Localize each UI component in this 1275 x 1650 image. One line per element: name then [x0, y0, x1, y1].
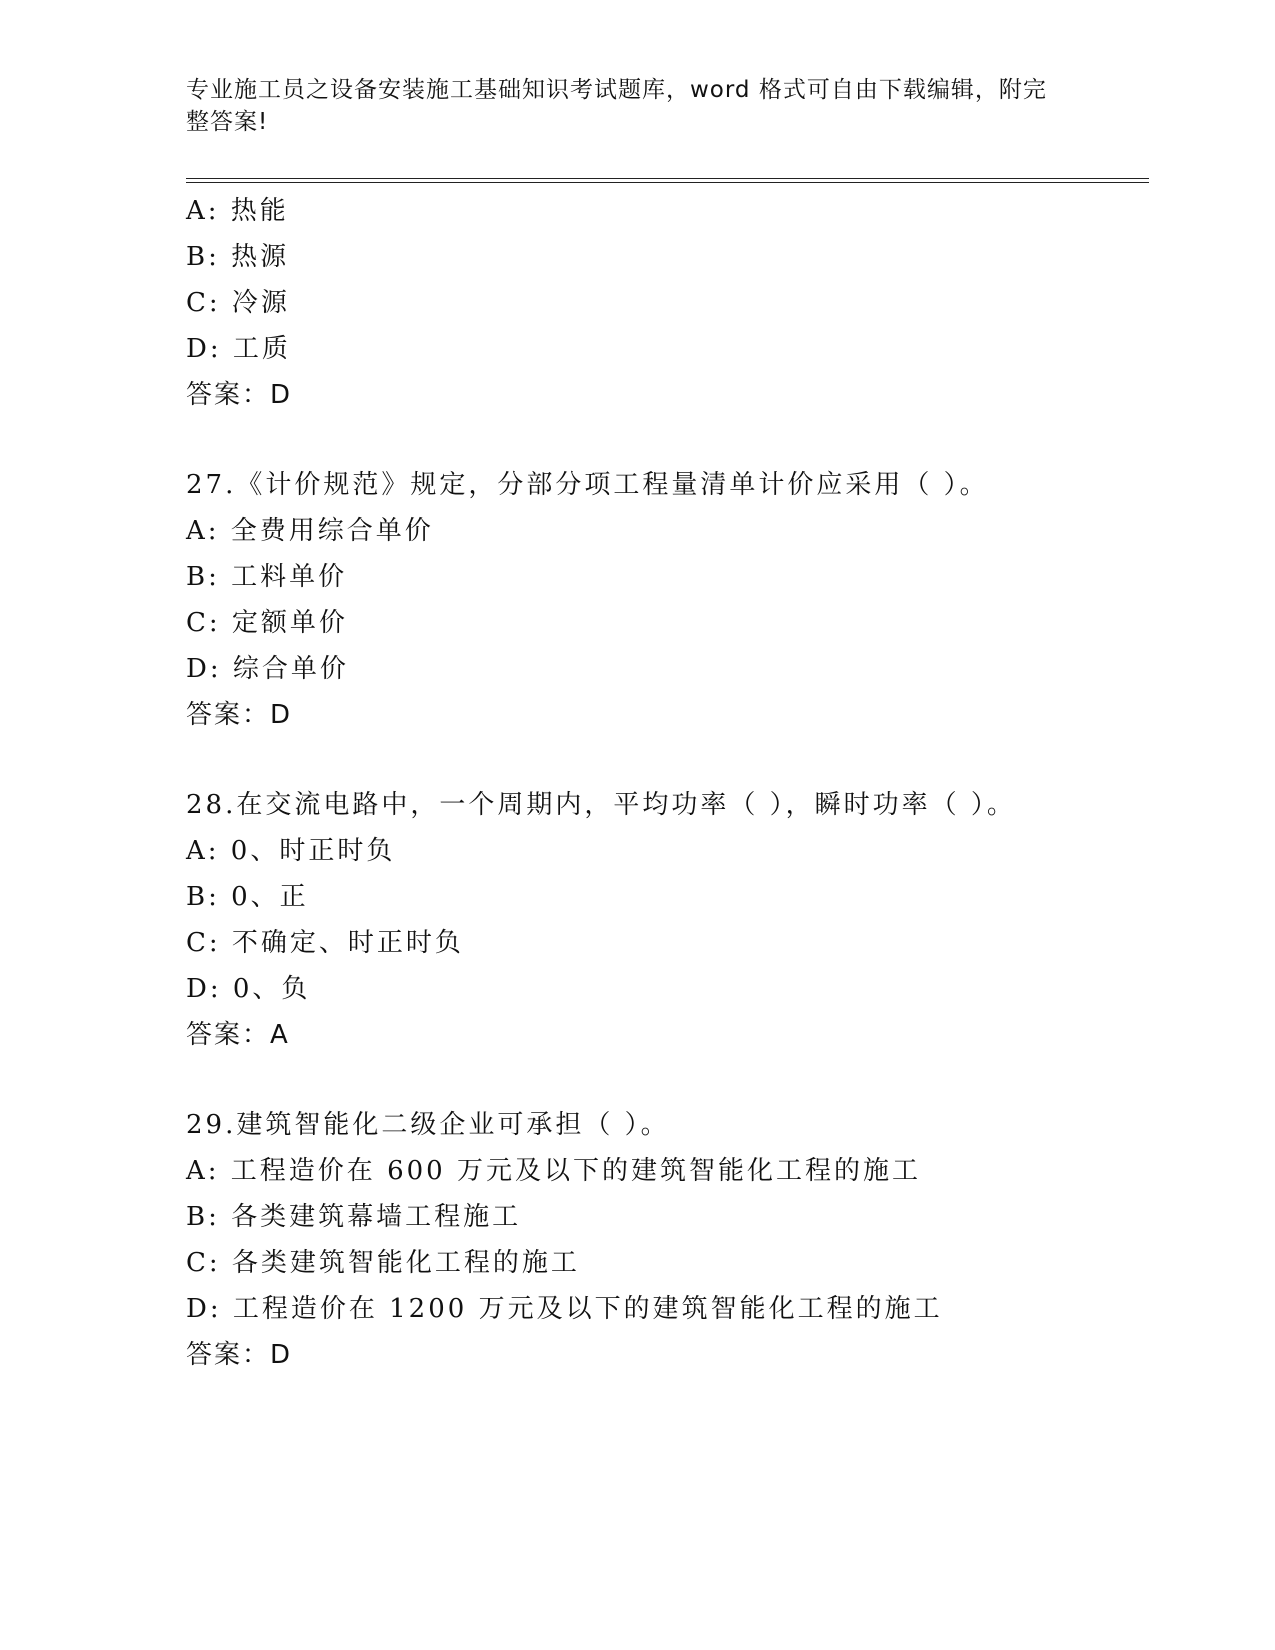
option-d: D: 0、负 — [186, 974, 311, 1004]
option-c: C: 冷源 — [186, 288, 290, 318]
option-d: D: 综合单价 — [186, 654, 349, 684]
question-29 — [186, 1102, 1146, 1378]
option-d: D: 工程造价在 1200 万元及以下的建筑智能化工程的施工 — [186, 1294, 943, 1324]
question-list — [186, 188, 1146, 1378]
option-a: A: 0、时正时负 — [186, 836, 396, 866]
option-a: A: 热能 — [186, 196, 289, 226]
header-line-1: 专业施工员之设备安装施工基础知识考试题库，word 格式可自由下载编辑，附完 — [186, 77, 1047, 103]
header-divider-top — [186, 178, 1149, 179]
option-b: B: 0、正 — [186, 882, 309, 912]
option-c: C: 定额单价 — [186, 608, 348, 638]
option-c: C: 各类建筑智能化工程的施工 — [186, 1248, 580, 1278]
header-divider-bottom — [186, 182, 1149, 183]
option-c: C: 不确定、时正时负 — [186, 928, 464, 958]
question-stem: 28.在交流电路中，一个周期内，平均功率（ ），瞬时功率（ ）。 — [186, 790, 1016, 820]
answer-line: 答案：A — [186, 1020, 290, 1050]
question-28 — [186, 782, 1146, 1058]
question-stem: 27.《计价规范》规定，分部分项工程量清单计价应采用（ ）。 — [186, 470, 989, 500]
option-a: A: 全费用综合单价 — [186, 516, 434, 546]
question-26 — [186, 188, 1146, 418]
header-line-2: 整答案! — [186, 109, 269, 135]
question-27 — [186, 462, 1146, 738]
option-a: A: 工程造价在 600 万元及以下的建筑智能化工程的施工 — [186, 1156, 921, 1186]
answer-line: 答案：D — [186, 380, 293, 410]
question-stem: 29.建筑智能化二级企业可承担（ ）。 — [186, 1110, 670, 1140]
option-d: D: 工质 — [186, 334, 291, 364]
answer-line: 答案：D — [186, 1340, 293, 1370]
option-b: B: 各类建筑幕墙工程施工 — [186, 1202, 522, 1232]
answer-line: 答案：D — [186, 700, 293, 730]
option-b: B: 热源 — [186, 242, 290, 272]
option-b: B: 工料单价 — [186, 562, 348, 592]
document-header — [186, 74, 1066, 138]
